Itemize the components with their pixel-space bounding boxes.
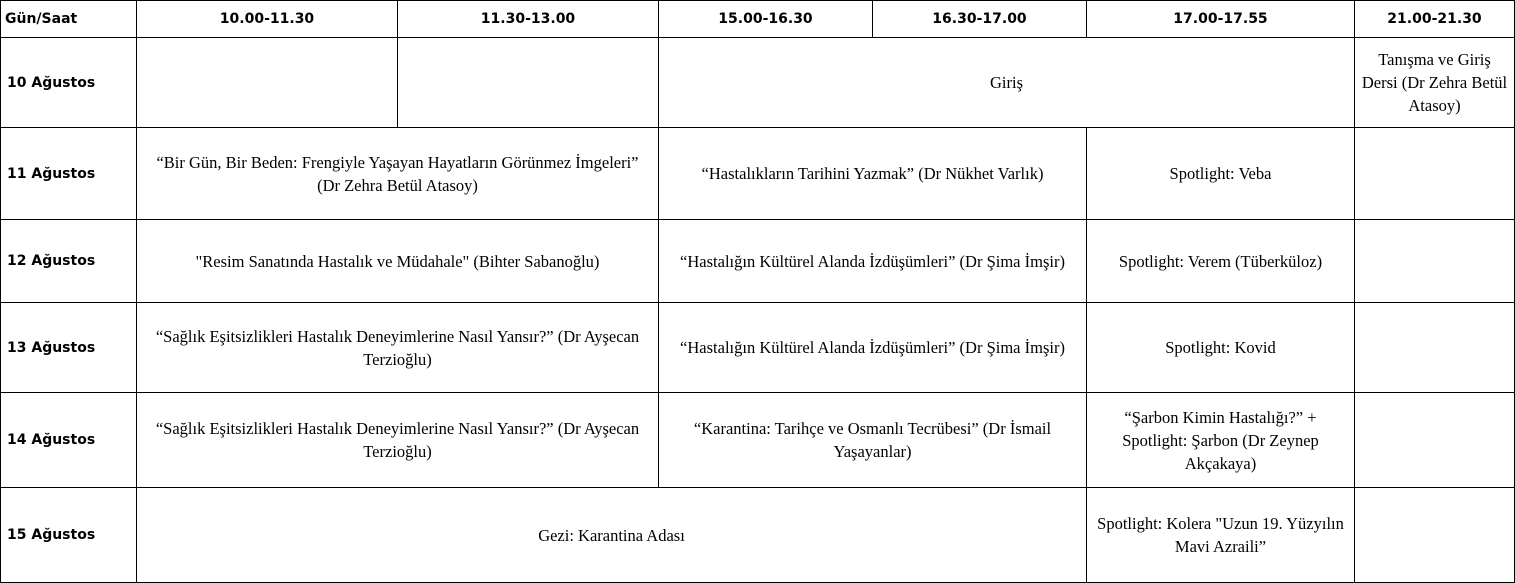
session-cell	[1355, 128, 1515, 220]
day-label: 12 Ağustos	[1, 220, 137, 303]
session-cell	[1355, 303, 1515, 393]
session-cell: “Sağlık Eşitsizlikleri Hastalık Deneyimlerine Nasıl Yansır?” (Dr Ayşecan Terzioğlu)	[137, 303, 659, 393]
header-row	[1, 1, 1515, 38]
table-row	[1, 128, 1515, 220]
header-slot: 21.00-21.30	[1355, 1, 1515, 38]
session-cell	[137, 38, 398, 128]
session-cell: "Resim Sanatında Hastalık ve Müdahale" (Bihter Sabanoğlu)	[137, 220, 659, 303]
header-corner: Gün/Saat	[1, 1, 137, 38]
day-label: 10 Ağustos	[1, 38, 137, 128]
table-row	[1, 38, 1515, 128]
session-cell: “Bir Gün, Bir Beden: Frengiyle Yaşayan Hayatların Görünmez İmgeleri” (Dr Zehra Betül Atasoy)	[137, 128, 659, 220]
session-cell: “Hastalıkların Tarihini Yazmak” (Dr Nükhet Varlık)	[659, 128, 1087, 220]
header-slot: 16.30-17.00	[873, 1, 1087, 38]
table-row	[1, 393, 1515, 488]
session-cell: “Sağlık Eşitsizlikleri Hastalık Deneyimlerine Nasıl Yansır?” (Dr Ayşecan Terzioğlu)	[137, 393, 659, 488]
header-slot: 15.00-16.30	[659, 1, 873, 38]
day-label: 15 Ağustos	[1, 488, 137, 583]
session-cell: Giriş	[659, 38, 1355, 128]
table-row	[1, 220, 1515, 303]
session-cell: “Şarbon Kimin Hastalığı?” + Spotlight: Şarbon (Dr Zeynep Akçakaya)	[1087, 393, 1355, 488]
session-cell: Tanışma ve Giriş Dersi (Dr Zehra Betül Atasoy)	[1355, 38, 1515, 128]
header-slot: 11.30-13.00	[398, 1, 659, 38]
session-cell: Spotlight: Veba	[1087, 128, 1355, 220]
session-cell	[398, 38, 659, 128]
session-cell	[1355, 220, 1515, 303]
day-label: 13 Ağustos	[1, 303, 137, 393]
session-cell: “Hastalığın Kültürel Alanda İzdüşümleri” (Dr Şima İmşir)	[659, 220, 1087, 303]
session-cell	[1355, 393, 1515, 488]
day-label: 14 Ağustos	[1, 393, 137, 488]
session-cell: Gezi: Karantina Adası	[137, 488, 1087, 583]
header-slot: 10.00-11.30	[137, 1, 398, 38]
session-cell: “Karantina: Tarihçe ve Osmanlı Tecrübesi” (Dr İsmail Yaşayanlar)	[659, 393, 1087, 488]
session-cell: Spotlight: Kolera "Uzun 19. Yüzyılın Mavi Azraili”	[1087, 488, 1355, 583]
table-row	[1, 303, 1515, 393]
table-row	[1, 488, 1515, 583]
session-cell: “Hastalığın Kültürel Alanda İzdüşümleri” (Dr Şima İmşir)	[659, 303, 1087, 393]
session-cell: Spotlight: Kovid	[1087, 303, 1355, 393]
session-cell	[1355, 488, 1515, 583]
day-label: 11 Ağustos	[1, 128, 137, 220]
header-slot: 17.00-17.55	[1087, 1, 1355, 38]
session-cell: Spotlight: Verem (Tüberküloz)	[1087, 220, 1355, 303]
